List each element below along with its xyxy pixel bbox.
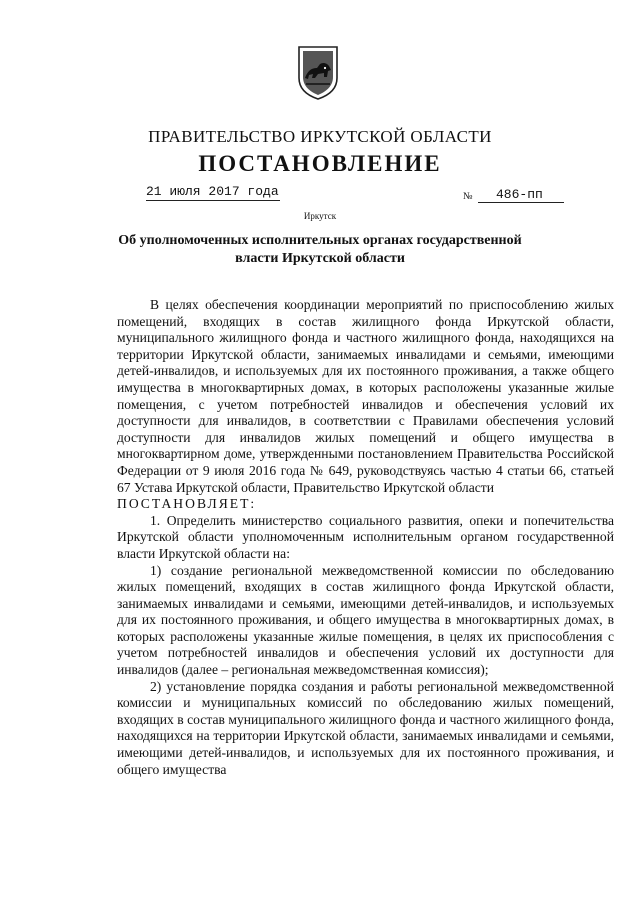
city-name: Иркутск	[303, 211, 337, 221]
number-sign: №	[463, 191, 473, 202]
document-date: 21 июля 2017 года	[146, 184, 279, 199]
document-number: 486-пп	[478, 187, 564, 203]
government-title: ПРАВИТЕЛЬСТВО ИРКУТСКОЙ ОБЛАСТИ	[148, 127, 492, 146]
decree-word: ПОСТАНОВЛЯЕТ:	[117, 496, 257, 512]
intro-paragraph: В целях обеспечения координации мероприятий по приспособлению жилых помещений, входящих в состав жилищного фонда Иркутской области, муниципального жилищного фонда и частного жилищного фонда, находящихся на территории Иркутской области, занимаемых инвалидами и семьями, имеющими детей-инвалидов, и используемых для их постоянного проживания, а также общего имущества в многоквартирных домах, в которых расположены указанные жилые помещения, с учетом потребностей инвалидов и обеспечения условий их доступности для инвалидов, в соответствии с Правилами обеспечения условий доступности для инвалидов жилых помещений и общего имущества в многоквартирном доме, утвержденными постановлением Правительства Российской Федерации от 9 июля 2016 года № 649, руководствуясь частью 4 статьи 66, статьей 67 Устава Иркутской области, Правительство Иркутской области	[117, 297, 614, 495]
subitem-2-paragraph: 2) установление порядка создания и работы региональной межведомственной комиссии и муниципальных комиссий по обследованию жилых помещений, входящих в состав муниципального жилищного фонда и частного жилищного фонда, находящихся на территории Иркутской области, занимаемых инвалидами и семьями, имеющими детей-инвалидов, и используемых для их постоянного проживания, и общего имущества	[117, 678, 614, 777]
document-subject: Об уполномоченных исполнительных органах государственной власти Иркутской области	[118, 233, 522, 266]
irkutsk-coat-of-arms-icon	[296, 44, 340, 100]
document-type-heading: ПОСТАНОВЛЕНИЕ	[198, 151, 442, 176]
document-body	[117, 297, 614, 778]
item-1-paragraph: 1. Определить министерство социального развития, опеки и попечительства Иркутской области уполномоченным исполнительным органом государственной власти Иркутской области на:	[117, 512, 614, 561]
subitem-1-paragraph: 1) создание региональной межведомственной комиссии по обследованию жилых помещений, входящих в состав жилищного фонда Иркутской области, занимаемых инвалидами и семьями, имеющими детей-инвалидов, и используемых для их постоянного проживания, и общего имущества в многоквартирных домах, в которых расположены указанные жилые помещения, в целях их приспособления с учетом потребностей инвалидов и обеспечения условий их доступности для инвалидов (далее – региональная межведомственная комиссия);	[117, 562, 614, 678]
